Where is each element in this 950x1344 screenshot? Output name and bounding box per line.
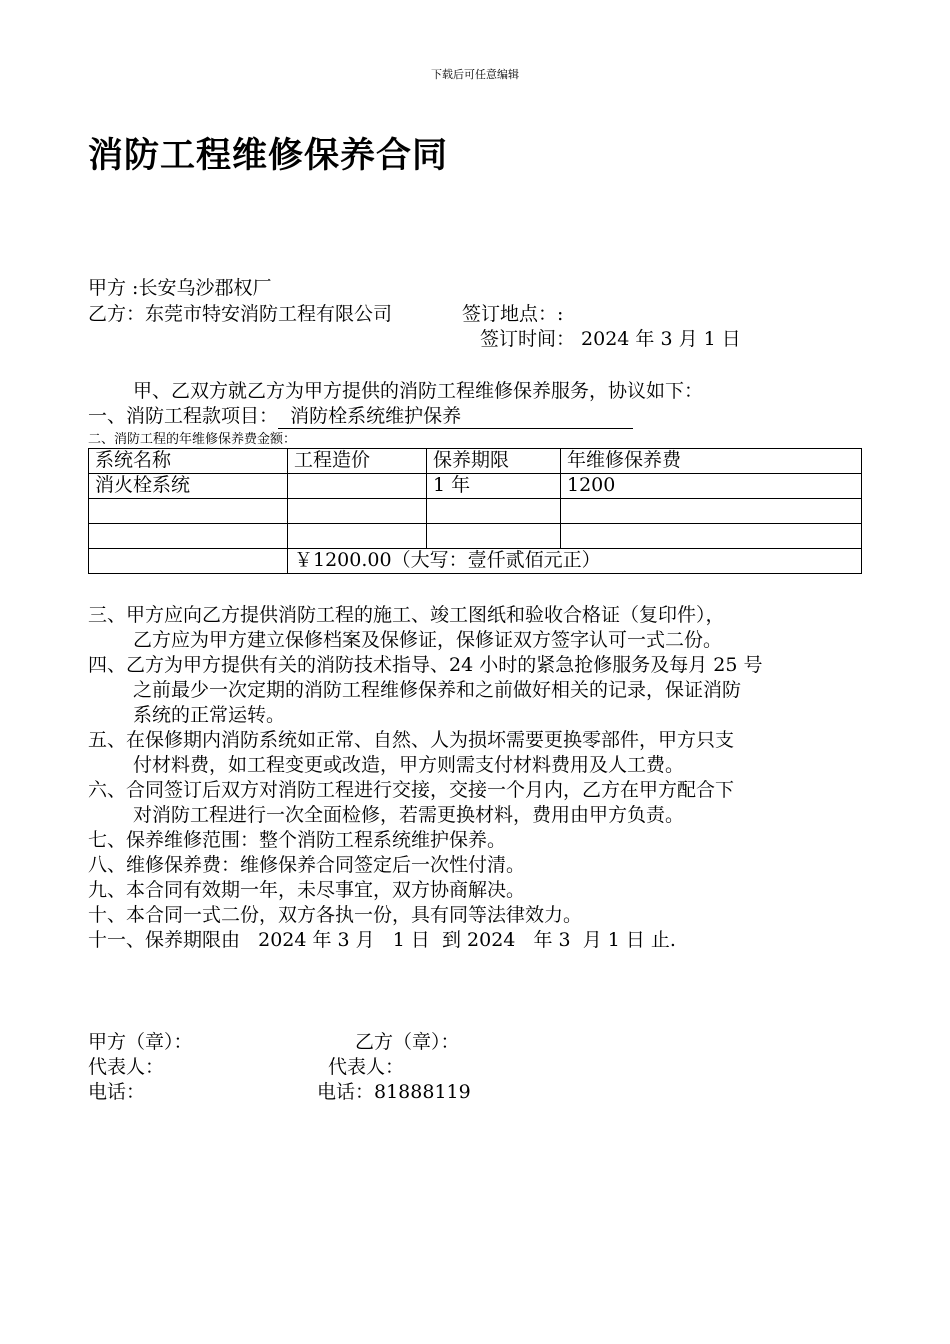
- header-cell: 保养期限: [427, 449, 561, 474]
- total-amount: ￥1200.00（大写：壹仟贰佰元正）: [288, 549, 862, 574]
- party-a-seal: 甲方（章）：: [88, 1031, 193, 1053]
- clause-6-line-1: 六、合同签订后双方对消防工程进行交接，交接一个月内，乙方在甲方配合下: [88, 779, 735, 801]
- table-header-row: [89, 449, 862, 474]
- item-1-label: 一、消防工程款项目：: [88, 405, 279, 427]
- intro-text: 甲、乙双方就乙方为甲方提供的消防工程维修保养服务，协议如下：: [133, 380, 704, 402]
- clause-9: 九、本合同有效期一年，未尽事宜，双方协商解决。: [88, 879, 526, 901]
- table-cell: 1 年: [427, 474, 561, 499]
- clause-3-line-2: 乙方应为甲方建立保修档案及保修证，保修证双方签字认可一式二份。: [133, 629, 723, 651]
- clause-7: 七、保养维修范围：整个消防工程系统维护保养。: [88, 829, 507, 851]
- clause-5-line-1: 五、在保修期内消防系统如正常、自然、人为损坏需要更换零部件，甲方只支: [88, 729, 735, 751]
- party-b: 乙方：东莞市特安消防工程有限公司: [88, 303, 393, 325]
- document-title: 消防工程维修保养合同: [88, 136, 449, 176]
- party-a-representative: 代表人：: [88, 1056, 165, 1078]
- table-cell: 1200: [561, 474, 862, 499]
- header-cell: 年维修保养费: [561, 449, 862, 474]
- clause-4-line-1: 四、乙方为甲方提供有关的消防技术指导、24 小时的紧急抢修服务及每月 25 号: [88, 654, 763, 676]
- table-cell: [288, 474, 427, 499]
- sign-time: 签订时间： 2024 年 3 月 1 日: [480, 328, 741, 350]
- fee-table: [88, 448, 862, 574]
- clause-8: 八、维修保养费：维修保养合同签定后一次性付清。: [88, 854, 526, 876]
- clause-3: [88, 603, 863, 653]
- party-a: 甲方 :长安乌沙郡权厂: [88, 277, 272, 299]
- table-total-row: [89, 549, 862, 574]
- header-cell: 系统名称: [89, 449, 288, 474]
- clause-5: [88, 728, 863, 778]
- item-1-value-line: [278, 401, 633, 429]
- header-cell: 工程造价: [288, 449, 427, 474]
- item-1: [88, 401, 633, 429]
- party-b-phone: 电话：81888119: [317, 1081, 471, 1103]
- table-row: [89, 474, 862, 499]
- party-b-representative: 代表人：: [328, 1056, 405, 1078]
- party-b-seal: 乙方（章）：: [355, 1031, 460, 1053]
- clause-6: [88, 778, 863, 828]
- clause-4-line-3: 系统的正常运转。: [133, 704, 286, 726]
- clause-10: 十、本合同一式二份，双方各执一份，具有同等法律效力。: [88, 904, 583, 926]
- item-1-value: 消防栓系统维护保养: [290, 405, 462, 427]
- clause-5-line-2: 付材料费，如工程变更或改造，甲方则需支付材料费用及人工费。: [133, 754, 685, 776]
- item-2-label: 二、消防工程的年维修保养费金额：: [88, 432, 297, 447]
- party-a-phone: 电话：: [88, 1081, 146, 1103]
- clause-3-line-1: 三、甲方应向乙方提供消防工程的施工、竣工图纸和验收合格证（复印件），: [88, 604, 725, 626]
- table-cell: 消火栓系统: [89, 474, 288, 499]
- clause-4: [88, 653, 863, 728]
- sign-place: 签订地点：:: [462, 303, 564, 325]
- header-note: 下载后可任意编辑: [431, 68, 519, 81]
- table-row: [89, 524, 862, 549]
- clause-4-line-2: 之前最少一次定期的消防工程维修保养和之前做好相关的记录，保证消防: [133, 679, 742, 701]
- table-row: [89, 499, 862, 524]
- clause-6-line-2: 对消防工程进行一次全面检修，若需更换材料，费用由甲方负责。: [133, 804, 685, 826]
- clause-11: 十一、保养期限由 2024 年 3 月 1 日 到 2024 年 3 月 1 日 止.: [88, 929, 676, 951]
